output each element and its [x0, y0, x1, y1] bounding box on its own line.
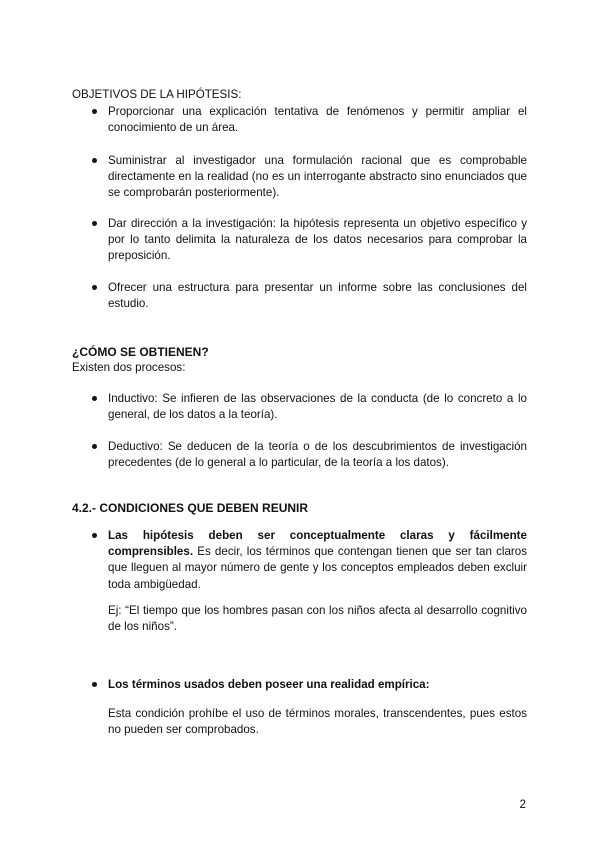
section-heading-obtencion: ¿CÓMO SE OBTIENEN? [72, 345, 209, 359]
bullet-dot-icon [92, 682, 97, 687]
list-item: Proporcionar una explicación tentativa de fenómenos y permitir ampliar el conocimiento de un área. [92, 104, 527, 136]
bullet-dot-icon [92, 444, 97, 449]
list-item: Ofrecer una estructura para presentar un informe sobre las conclusiones del estudio. [92, 280, 527, 312]
list-item [92, 528, 527, 593]
condition-2-text: Esta condición prohíbe el uso de términos morales, transcendentes, pues estos no pueden ser comprobados. [108, 707, 527, 737]
section-heading-condiciones: 4.2.- CONDICIONES QUE DEBEN REUNIR [72, 501, 309, 515]
objetivos-title: OBJETIVOS DE LA HIPÓTESIS: [72, 88, 242, 101]
bullet-dot-icon [92, 158, 97, 163]
condition-1-example: Ej: “El tiempo que los hombres pasan con los niños afecta al desarrollo cognitivo de los niños”. [108, 604, 527, 634]
list-item: Suministrar al investigador una formulación racional que es comprobable directamente en la realidad (no es un interrogante abstracto sino enunciados que se comprobarán posteriormente). [92, 153, 527, 202]
list-item: Dar dirección a la investigación: la hipótesis representa un objetivo específico y por lo tanto delimita la naturaleza de los datos necesarios para comprobar la preposición. [92, 216, 527, 265]
bullet-dot-icon [92, 109, 97, 114]
bullet-dot-icon [92, 396, 97, 401]
list-item: Deductivo: Se deducen de la teoría o de los descubrimientos de investigación precedentes (de lo general a lo particular, de la teoría a los datos). [92, 439, 527, 471]
list-item: Inductivo: Se infieren de las observaciones de la conducta (de lo concreto a lo general, de los datos a la teoría). [92, 391, 527, 423]
bullet-dot-icon [92, 533, 97, 538]
condition-1-title: Las hipótesis deben ser conceptualmente claras y fácilmente comprensibles. [108, 529, 527, 559]
obtencion-intro: Existen dos procesos: [72, 361, 186, 374]
page-number: 2 [519, 798, 526, 811]
condition-2-title: Los términos usados deben poseer una realidad empírica: [108, 678, 430, 691]
condition-1-text: Es decir, los términos que contengan tienen que ser tan claros que lleguen al mayor número de gente y los conceptos empleados deben excluir toda ambigüedad. [108, 545, 527, 591]
list-item [92, 677, 527, 693]
bullet-dot-icon [92, 285, 97, 290]
bullet-dot-icon [92, 221, 97, 226]
